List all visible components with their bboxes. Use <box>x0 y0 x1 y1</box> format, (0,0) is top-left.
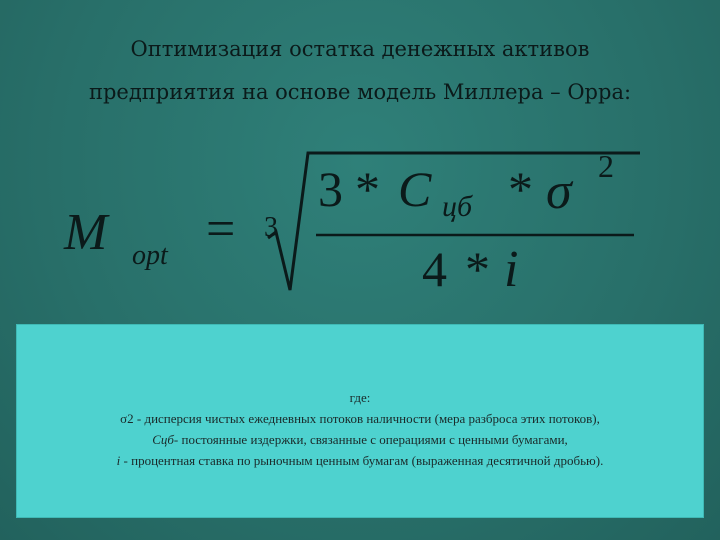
denominator-coefficient: 4 <box>422 241 447 297</box>
numerator-c-subscript: цб <box>442 190 473 223</box>
legend-line-sigma <box>17 408 703 429</box>
slide-title <box>0 28 720 114</box>
numerator-power: 2 <box>598 148 614 184</box>
legend-line-rate <box>17 450 703 471</box>
title-line-2: предприятия на основе модель Миллера – Орра: <box>88 80 632 104</box>
legend-cost-symbol: Сцб <box>152 432 174 447</box>
legend-line-cost <box>17 429 703 450</box>
formula <box>0 140 720 320</box>
title-line-1: Оптимизация остатка денежных активов <box>130 37 590 61</box>
legend-sigma-text: 2 - дисперсия чистых ежедневных потоков наличности (мера разброса этих потоков), <box>127 411 600 426</box>
denominator-i: i <box>504 241 519 298</box>
formula-equals: = <box>206 201 236 258</box>
formula-lhs-subscript: opt <box>132 240 168 271</box>
legend-cost-text: - постоянные издержки, связанные с операциями с ценными бумагами, <box>173 432 568 447</box>
legend-where: где: <box>349 390 371 405</box>
legend-text <box>17 387 703 471</box>
legend-rate-text: - процентная ставка по рыночным ценным бумагам (выраженная десятичной дробью). <box>120 453 604 468</box>
legend-box <box>16 324 704 518</box>
numerator-star-1: * <box>355 161 380 217</box>
legend-rate-symbol: i <box>116 453 121 468</box>
numerator-coefficient: 3 <box>318 161 343 217</box>
numerator-c: C <box>398 161 432 217</box>
formula-root-index: 3 <box>264 212 278 243</box>
numerator-star-2: * <box>508 161 533 217</box>
legend-sigma-symbol: σ <box>120 411 128 426</box>
numerator-sigma: σ <box>546 163 572 220</box>
denominator-star: * <box>465 241 490 297</box>
formula-lhs-m: M <box>64 204 108 261</box>
